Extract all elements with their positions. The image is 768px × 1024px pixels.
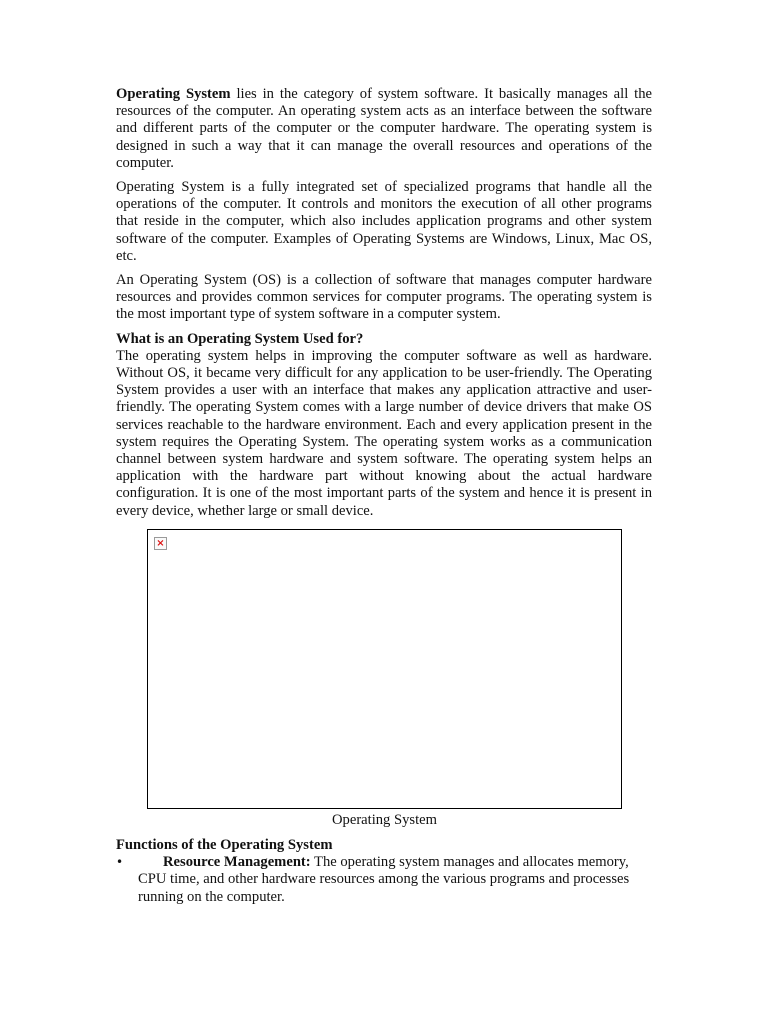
intro-term: Operating System xyxy=(116,86,231,102)
bullet-icon: • xyxy=(116,855,124,870)
definition-paragraph: Operating System is a fully integrated set of specialized programs that handle all the operations of the computer. It controls and monitors the execution of all other programs that reside in the computer, which also includes application programs and other system software of the computer. Examples of Operating Systems are Windows, Linux, Mac OS, etc. xyxy=(116,179,652,264)
intro-paragraph xyxy=(116,86,652,172)
list-item xyxy=(116,854,652,906)
list-item-title: Resource Management: xyxy=(163,854,311,871)
used-for-heading: What is an Operating System Used for? xyxy=(116,330,364,347)
broken-image-icon: × xyxy=(154,537,167,550)
list-item-text xyxy=(138,854,652,906)
used-for-paragraph: The operating system helps in improving the computer software as well as hardware. Without OS, it became very difficult for any application to be user-friendly. The Operating System provides a user with an interface that makes any application attractive and user-friendly. The operating System comes with a large number of device drivers that make OS services reachable to the hardware environment. Each and every application present in the system requires the Operating System. The operating system works as a communication channel between system hardware and system software. The operating system helps an application with the hardware part without knowing about the actual hardware configuration. It is one of the most important parts of the system and hence it is present in every device, whether large or small device. xyxy=(116,347,652,519)
intro-text: lies in the category of system software. It basically manages all the resources of the computer. An operating system acts as an interface between the software and different parts of the computer or the computer hardware. The operating system is designed in such a way that it can manage the overall resources and operations of the computer. xyxy=(116,86,652,171)
figure-image-frame xyxy=(147,529,622,809)
os-collection-paragraph: An Operating System (OS) is a collection of software that manages computer hardware resources and provides common services for computer programs. The operating system is the most important type of system software in a computer system. xyxy=(116,272,652,323)
functions-heading: Functions of the Operating System xyxy=(116,837,333,854)
figure-caption: Operating System xyxy=(332,811,437,828)
list-item-body: The operating system manages and allocates memory, CPU time, and other hardware resources among the various programs and processes running on the computer. xyxy=(138,854,630,905)
